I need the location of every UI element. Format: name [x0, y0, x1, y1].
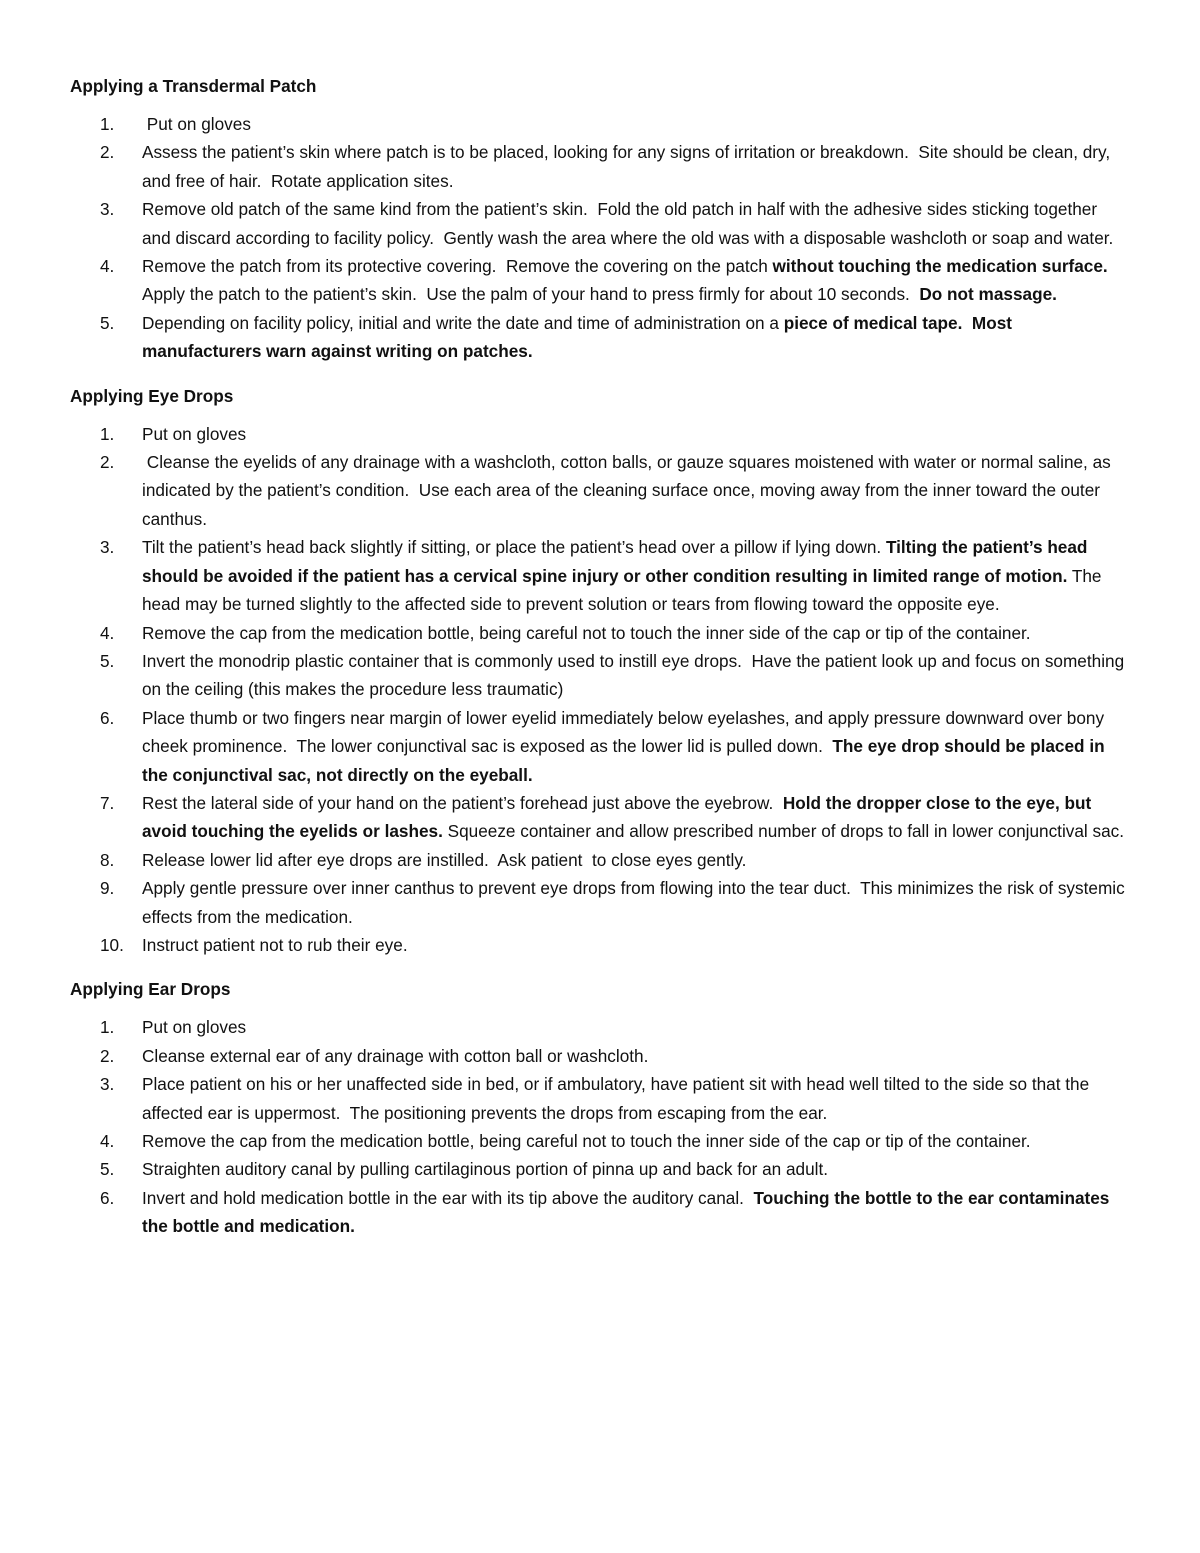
- step-list: [70, 420, 1130, 960]
- step-text-bold: The eye drop should be placed in the conjunctival sac, not directly on the eyeball.: [142, 736, 1110, 785]
- list-item: [70, 309, 1130, 366]
- list-item: [70, 874, 1130, 931]
- step-text: Depending on facility policy, initial and write the date and time of administration on a: [142, 312, 784, 333]
- list-item: [70, 195, 1130, 252]
- list-item: [70, 931, 1130, 959]
- document-body: [70, 74, 1130, 1241]
- list-item: [70, 1127, 1130, 1155]
- step-text: Place thumb or two fingers near margin of lower eyelid immediately below eyelashes, and apply pressure downward over bony cheek prominence. The lower conjunctival sac is exposed as the lower lid is pulled down.: [142, 707, 1109, 757]
- step-text: Assess the patient’s skin where patch is to be placed, looking for any signs of irritation or breakdown. Site should be clean, dry, and free of hair. Rotate application sites.: [142, 142, 1115, 191]
- step-text-bold: Tilting the patient’s head should be avoided if the patient has a cervical spine injury or other condition resulting in limited range of motion.: [142, 537, 1093, 586]
- section: [70, 384, 1130, 960]
- list-item: [70, 533, 1130, 618]
- section: [70, 977, 1130, 1240]
- step-text: Put on gloves: [142, 114, 251, 134]
- step-number: 6.: [100, 707, 115, 728]
- step-text-bold: Do not massage.: [919, 284, 1057, 305]
- list-item: [70, 1013, 1130, 1041]
- list-item: [70, 647, 1130, 704]
- step-text: Rest the lateral side of your hand on the patient’s forehead just above the eyebrow.: [142, 792, 783, 813]
- step-text: Remove the patch from its protective covering. Remove the covering on the patch: [142, 256, 773, 277]
- step-text: Remove the cap from the medication bottle, being careful not to touch the inner side of the cap or tip of the container.: [142, 1131, 1031, 1151]
- step-number: 4.: [100, 1131, 115, 1151]
- step-number: 2.: [100, 452, 115, 473]
- step-text: Apply the patch to the patient’s skin. Use the palm of your hand to press firmly for about 10 seconds.: [142, 256, 1117, 305]
- step-text: Remove old patch of the same kind from the patient’s skin. Fold the old patch in half with the adhesive sides sticking together and discard according to facility policy. Gently wash the area where the old was with a disposable washcloth or soap and water.: [142, 199, 1114, 248]
- list-item: [70, 619, 1130, 647]
- step-text: Cleanse the eyelids of any drainage with a washcloth, cotton balls, or gauze squares moistened with water or normal saline, as indicated by the patient’s condition. Use each area of the cleaning surface once, moving away from the inner toward the outer canthus.: [142, 452, 1116, 529]
- step-text: Tilt the patient’s head back slightly if sitting, or place the patient’s head over a pillow if lying down.: [142, 537, 886, 558]
- step-text: Squeeze container and allow prescribed number of drops to fall in lower conjunctival sac.: [442, 821, 1125, 842]
- step-number: 4.: [100, 256, 115, 277]
- step-text-bold: without touching the medication surface.: [772, 256, 1108, 277]
- step-number: 3.: [100, 199, 115, 220]
- step-number: 5.: [100, 1159, 115, 1180]
- list-item: [70, 1070, 1130, 1127]
- step-number: 10.: [100, 934, 124, 955]
- step-number: 8.: [100, 849, 115, 870]
- section: [70, 74, 1130, 366]
- step-text: Place patient on his or her unaffected side in bed, or if ambulatory, have patient sit with head well tilted to the side so that the affected ear is uppermost. The positioning prevents the drops from escaping from the ear.: [142, 1074, 1094, 1123]
- step-text: Cleanse external ear of any drainage with cotton ball or washcloth.: [142, 1045, 649, 1066]
- step-list: [70, 1013, 1130, 1240]
- step-number: 5.: [100, 312, 115, 333]
- list-item: [70, 846, 1130, 874]
- step-text: Invert the monodrip plastic container that is commonly used to instill eye drops. Have the patient look up and focus on something on the ceiling (this makes the procedure less traumatic): [142, 650, 1129, 700]
- step-text: Invert and hold medication bottle in the ear with its tip above the auditory canal.: [142, 1187, 754, 1208]
- step-number: 4.: [100, 622, 115, 643]
- step-text: Instruct patient not to rub their eye.: [142, 934, 408, 955]
- step-text: Put on gloves: [142, 1017, 247, 1038]
- step-list: [70, 110, 1130, 366]
- section-title: Applying a Transdermal Patch: [70, 76, 317, 96]
- step-text: The head may be turned slightly to the affected side to prevent solution or tears from flowing toward the opposite eye.: [142, 565, 1107, 615]
- section-title: Applying Ear Drops: [70, 979, 231, 1000]
- step-text: Apply gentle pressure over inner canthus to prevent eye drops from flowing into the tear duct. This minimizes the risk of systemic effects from the medication.: [142, 878, 1130, 927]
- step-number: 7.: [100, 792, 115, 813]
- step-number: 5.: [100, 650, 115, 671]
- step-number: 1.: [100, 423, 115, 444]
- list-item: [70, 252, 1130, 309]
- step-number: 1.: [100, 1017, 115, 1038]
- list-item: [70, 448, 1130, 533]
- step-text: Remove the cap from the medication bottle, being careful not to touch the inner side of the cap or tip of the container.: [142, 622, 1031, 643]
- step-text-bold: Touching the bottle to the ear contaminates the bottle and medication.: [142, 1187, 1115, 1237]
- list-item: [70, 704, 1130, 789]
- step-text: Release lower lid after eye drops are instilled. Ask patient to close eyes gently.: [142, 849, 747, 870]
- list-item: [70, 1184, 1130, 1241]
- step-number: 3.: [100, 537, 115, 558]
- step-number: 2.: [100, 1045, 115, 1066]
- step-number: 9.: [100, 878, 115, 899]
- step-text-bold: Hold the dropper close to the eye, but avoid touching the eyelids or lashes.: [142, 792, 1097, 842]
- list-item: [70, 1042, 1130, 1070]
- step-text: Put on gloves: [142, 423, 247, 444]
- step-text-bold: piece of medical tape. Most manufacturers warn against writing on patches.: [142, 312, 1017, 362]
- section-title: Applying Eye Drops: [70, 385, 234, 406]
- list-item: [70, 138, 1130, 195]
- step-number: 6.: [100, 1187, 115, 1208]
- list-item: [70, 420, 1130, 448]
- step-text: Straighten auditory canal by pulling cartilaginous portion of pinna up and back for an adult.: [142, 1159, 829, 1180]
- step-number: 1.: [100, 114, 115, 134]
- list-item: [70, 1155, 1130, 1183]
- list-item: [70, 110, 1130, 138]
- step-number: 2.: [100, 142, 115, 163]
- step-number: 3.: [100, 1074, 115, 1095]
- list-item: [70, 789, 1130, 846]
